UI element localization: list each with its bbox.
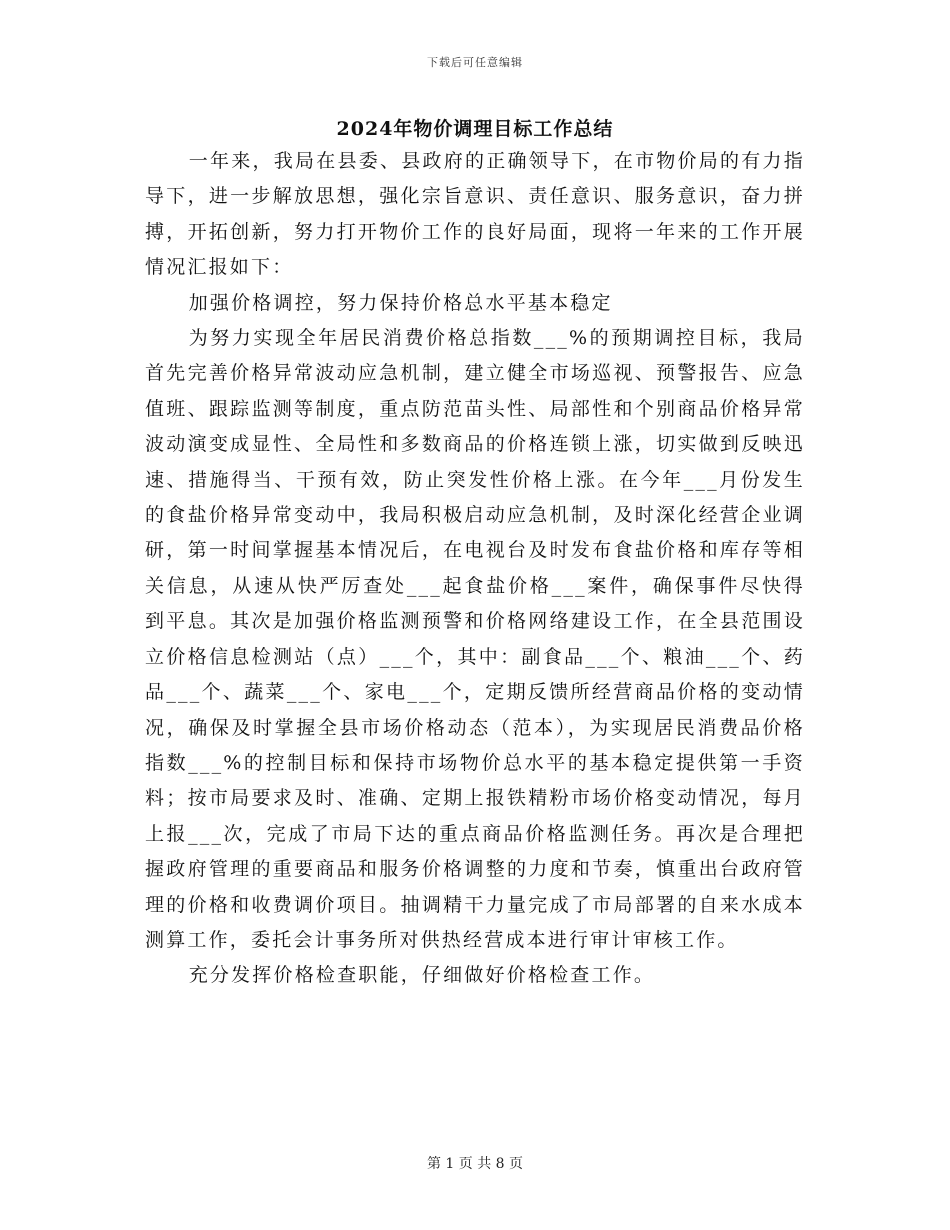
paragraph-intro: 一年来，我局在县委、县政府的正确领导下，在市物价局的有力指导下，进一步解放思想，强化宗旨意识、责任意识、服务意识，奋力拼搏，开拓创新，努力打开物价工作的良好局面，现将一年来的工作开展情况汇报如下： (145, 150, 805, 279)
paragraph-price-inspection: 充分发挥价格检查职能，仔细做好价格检查工作。 (188, 964, 656, 987)
paragraph-price-control: 为努力实现全年居民消费价格总指数___%的预期调控目标，我局首先完善价格异常波动应急机制，建立健全市场巡视、预警报告、应急值班、跟踪监测等制度，重点防范苗头性、局部性和个别商品价格异常波动演变成显性、全局性和多数商品的价格连锁上涨，切实做到反映迅速、措施得当、干预有效，防止突发性价格上涨。在今年___月份发生的食盐价格异常变动中，我局积极启动应急机制，及时深化经营企业调研，第一时间掌握基本情况后，在电视台及时发布食盐价格和库存等相关信息，从速从快严厉查处___起食盐价格___案件，确保事件尽快得到平息。其次是加强价格监测预警和价格网络建设工作，在全县范围设立价格信息检测站（点）___个，其中：副食品___个、粮油___个、药品___个、蔬菜___个、家电___个，定期反馈所经营商品价格的变动情况，确保及时掌握全县市场价格动态（范本），为实现居民消费品价格指数___%的控制目标和保持市场物价总水平的基本稳定提供第一手资料；按市局要求及时、准确、定期上报铁精粉市场价格变动情况，每月上报___次，完成了市局下达的重点商品价格监测任务。再次是合理把握政府管理的重要商品和服务价格调整的力度和节奏，慎重出台政府管理的价格和收费调价项目。抽调精干力量完成了市局部署的自来水成本测算工作，委托会计事务所对供热经营成本进行审计审核工作。 (145, 327, 805, 951)
document-body (145, 144, 805, 994)
paragraph-section-heading: 加强价格调控，努力保持价格总水平基本稳定 (188, 291, 613, 314)
document-title: 2024年物价调理目标工作总结 (336, 118, 614, 140)
page-header-note: 下载后可任意编辑 (427, 56, 523, 69)
page-number: 第 1 页 共 8 页 (426, 1156, 524, 1172)
